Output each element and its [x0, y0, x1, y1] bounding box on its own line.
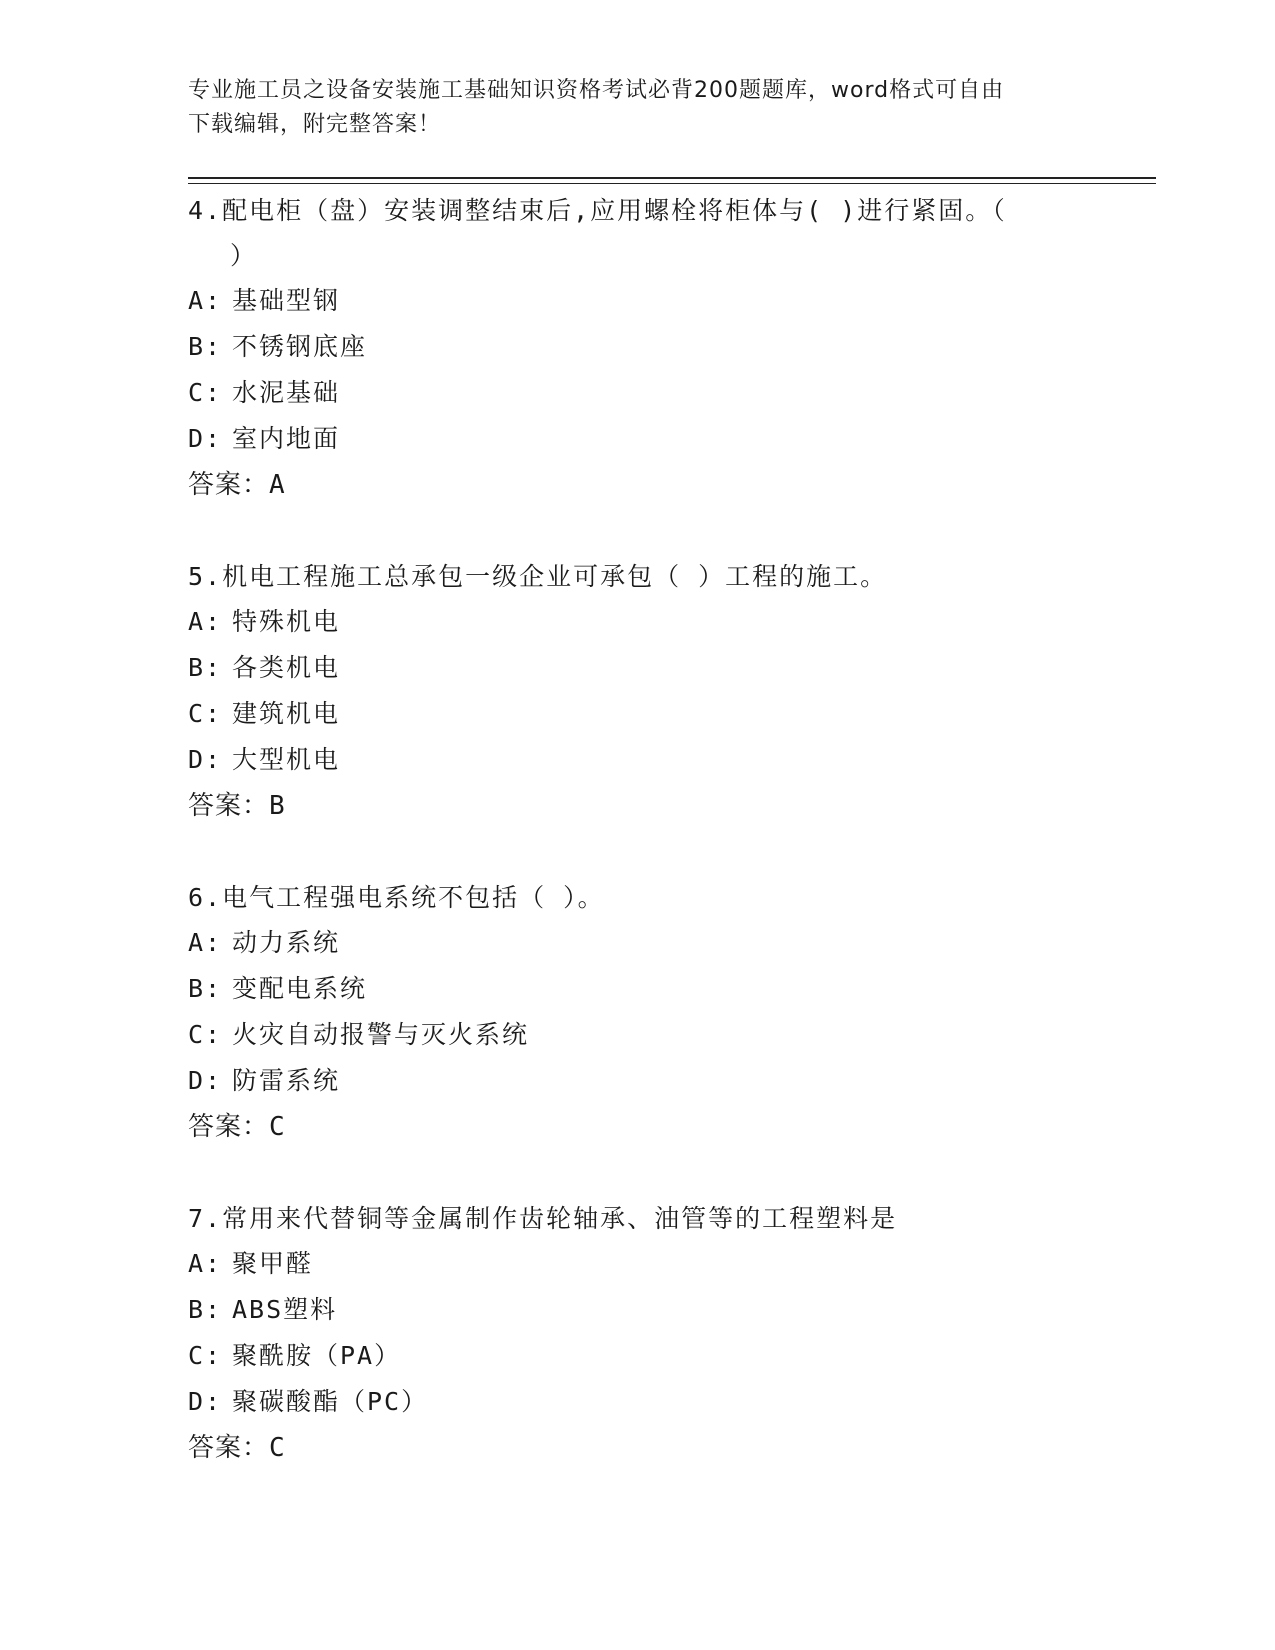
option-text: 不锈钢底座 [232, 332, 368, 361]
header-divider-thick [188, 177, 1156, 179]
option-text: 室内地面 [232, 424, 341, 453]
option-d [188, 737, 1088, 783]
option-text: 特殊机电 [232, 607, 341, 636]
option-d [188, 416, 1088, 462]
question-list [188, 188, 1088, 1517]
option-text: 聚甲醛 [232, 1249, 314, 1278]
question-stem [188, 554, 1088, 599]
question-stem [188, 875, 1088, 920]
option-letter: C: [188, 1020, 223, 1049]
answer-label: 答案： [188, 1433, 270, 1463]
option-text: ABS塑料 [232, 1295, 338, 1324]
option-letter: C: [188, 378, 223, 407]
option-a [188, 599, 1088, 645]
option-a [188, 278, 1088, 324]
option-letter: D: [188, 1387, 223, 1416]
option-letter: C: [188, 699, 223, 728]
answer-value: C [269, 1433, 286, 1463]
option-d [188, 1379, 1088, 1425]
answer-line [188, 783, 1088, 829]
question-7 [188, 1196, 1088, 1471]
option-text: 动力系统 [232, 928, 341, 957]
option-letter: B: [188, 332, 223, 361]
header-line-1: 专业施工员之设备安装施工基础知识资格考试必背200题题库，word格式可自由 [188, 78, 1005, 103]
option-letter: D: [188, 745, 223, 774]
answer-value: C [269, 1112, 286, 1142]
option-letter: D: [188, 1066, 223, 1095]
option-letter: C: [188, 1341, 223, 1370]
question-4 [188, 188, 1088, 508]
question-6 [188, 875, 1088, 1150]
option-text: 基础型钢 [232, 286, 341, 315]
option-text: 水泥基础 [232, 378, 341, 407]
option-a [188, 920, 1088, 966]
answer-label: 答案： [188, 1112, 270, 1142]
option-letter: A: [188, 607, 223, 636]
option-d [188, 1058, 1088, 1104]
option-a [188, 1241, 1088, 1287]
question-stem-continuation: ） [230, 241, 258, 270]
question-stem-text: 5.机电工程施工总承包一级企业可承包（ ）工程的施工。 [188, 562, 888, 591]
option-letter: B: [188, 653, 223, 682]
answer-value: B [269, 791, 286, 821]
option-letter: A: [188, 928, 223, 957]
option-letter: A: [188, 1249, 223, 1278]
option-c [188, 370, 1088, 416]
option-text: 建筑机电 [232, 699, 341, 728]
answer-label: 答案： [188, 470, 270, 500]
option-text: 聚酰胺（PA） [232, 1341, 402, 1370]
question-stem [188, 1196, 1088, 1241]
option-letter: B: [188, 974, 223, 1003]
answer-value: A [269, 470, 286, 500]
answer-line [188, 462, 1088, 508]
option-letter: A: [188, 286, 223, 315]
option-letter: B: [188, 1295, 223, 1324]
option-text: 防雷系统 [232, 1066, 341, 1095]
option-c [188, 691, 1088, 737]
option-text: 聚碳酸酯（PC） [232, 1387, 429, 1416]
option-c [188, 1333, 1088, 1379]
option-b [188, 966, 1088, 1012]
document-header [188, 74, 1088, 142]
answer-label: 答案： [188, 791, 270, 821]
question-stem-text: 7.常用来代替铜等金属制作齿轮轴承、油管等的工程塑料是 [188, 1204, 898, 1233]
option-c [188, 1012, 1088, 1058]
question-stem-text: 4.配电柜（盘）安装调整结束后,应用螺栓将柜体与( )进行紧固。（ [188, 196, 1007, 225]
header-divider-thin [188, 183, 1156, 184]
option-text: 变配电系统 [232, 974, 368, 1003]
answer-line [188, 1425, 1088, 1471]
option-b [188, 1287, 1088, 1333]
answer-line [188, 1104, 1088, 1150]
header-line-2: 下载编辑，附完整答案！ [188, 112, 442, 137]
option-text: 大型机电 [232, 745, 341, 774]
question-stem [188, 188, 1088, 278]
question-5 [188, 554, 1088, 829]
option-b [188, 324, 1088, 370]
question-stem-text: 6.电气工程强电系统不包括（ ）。 [188, 883, 605, 912]
option-b [188, 645, 1088, 691]
option-text: 火灾自动报警与灭火系统 [232, 1020, 530, 1049]
option-text: 各类机电 [232, 653, 341, 682]
option-letter: D: [188, 424, 223, 453]
